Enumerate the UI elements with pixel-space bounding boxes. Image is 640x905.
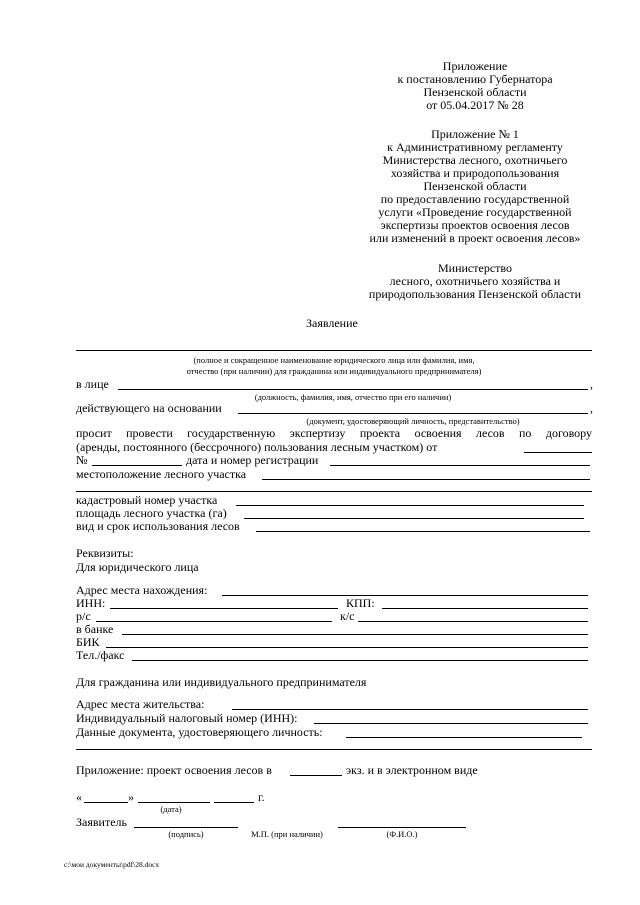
- applicant-name-caption-1: (полное и сокращенное наименование юридического лица или фамилия, имя,: [193, 355, 475, 365]
- location-label: местоположение лесного участка: [76, 467, 247, 481]
- date-day-field[interactable]: [84, 802, 128, 803]
- inn-field[interactable]: [110, 608, 338, 609]
- bik-field[interactable]: [106, 647, 588, 648]
- date-caption: (дата): [160, 804, 182, 814]
- addressee-line: лесного, охотничьего хозяйства и: [389, 274, 561, 288]
- legal-address-field[interactable]: [222, 595, 588, 596]
- attachment-suffix: экз. и в электронном виде: [346, 763, 478, 777]
- basis-label: действующего на основании: [76, 401, 222, 415]
- legal-address-label: Адрес места нахождения:: [76, 583, 208, 597]
- request-line-2: (аренды, постоянного (бессрочного) пользования лесным участком) от: [76, 440, 438, 454]
- person-caption: (должность, фамилия, имя, отчество при его наличии): [254, 392, 452, 402]
- appendix1-line: к Административному регламенту: [387, 140, 563, 154]
- usage-label: вид и срок использования лесов: [76, 519, 240, 533]
- appendix1-line: Министерства лесного, охотничьего: [382, 153, 568, 167]
- id-document-field[interactable]: [346, 737, 582, 738]
- year-suffix: г.: [258, 790, 265, 804]
- appendix1-line: хозяйства и природопользования: [390, 166, 560, 180]
- applicant-name-caption-2: отчество (при наличии) для гражданина или индивидуального предпринимателя): [186, 366, 482, 376]
- basis-caption: (документ, удостоверяющий личность, представительство): [306, 416, 520, 426]
- account-label: р/с: [76, 609, 91, 623]
- corr-account-label: к/с: [340, 609, 355, 623]
- applicant-signature-label: Заявитель: [76, 815, 127, 829]
- individual-heading: Для гражданина или индивидуального предпринимателя: [76, 675, 367, 689]
- document-title: Заявление: [306, 316, 358, 330]
- appendix1-line: Приложение № 1: [431, 127, 519, 141]
- residence-address-field[interactable]: [232, 709, 588, 710]
- area-field[interactable]: [244, 518, 584, 519]
- corr-account-field[interactable]: [358, 621, 588, 622]
- date-quote-open: «: [76, 790, 82, 804]
- usage-field[interactable]: [256, 531, 590, 532]
- appendix-line: Пензенской области: [423, 85, 527, 99]
- applicant-name-field[interactable]: [76, 350, 592, 351]
- location-field[interactable]: [262, 479, 590, 480]
- person-label: в лице: [76, 377, 109, 391]
- addressee-block: [330, 262, 620, 301]
- stamp-caption: М.П. (при наличии): [251, 829, 323, 839]
- individual-inn-field[interactable]: [314, 723, 588, 724]
- appendix-line: к постановлению Губернатора: [397, 72, 553, 86]
- appendix1-line: Пензенской области: [423, 179, 527, 193]
- id-document-field-continued[interactable]: [76, 749, 592, 750]
- fio-caption: (Ф.И.О.): [386, 829, 418, 839]
- cadastral-field[interactable]: [236, 505, 584, 506]
- contract-date-field[interactable]: [524, 452, 592, 453]
- individual-inn-label: Индивидуальный налоговый номер (ИНН):: [76, 711, 298, 725]
- basis-field[interactable]: [238, 413, 588, 414]
- kpp-field[interactable]: [382, 608, 588, 609]
- person-field[interactable]: [118, 389, 588, 390]
- appendix-line: от 05.04.2017 № 28: [426, 98, 524, 112]
- location-field-continued[interactable]: [76, 491, 592, 492]
- requisites-heading: Реквизиты:: [76, 546, 134, 560]
- id-document-label: Данные документа, удостоверяющего личность:: [76, 725, 323, 739]
- basis-comma: ,: [590, 401, 593, 415]
- appendix1-line: по предоставлению государственной: [380, 192, 570, 206]
- bank-field[interactable]: [122, 634, 588, 635]
- residence-address-label: Адрес места жительства:: [76, 697, 205, 711]
- area-label: площадь лесного участка (га): [76, 506, 227, 520]
- date-month-field[interactable]: [138, 802, 210, 803]
- number-label: №: [76, 453, 88, 467]
- attachment-prefix: Приложение: проект освоения лесов в: [76, 763, 272, 777]
- contract-number-field[interactable]: [92, 465, 182, 466]
- date-quote-close: »: [128, 790, 134, 804]
- appendix1-line: экспертизы проектов освоения лесов: [380, 218, 570, 232]
- registration-field[interactable]: [330, 465, 590, 466]
- appendix1-line: услуги «Проведение государственной: [378, 205, 572, 219]
- registration-label: дата и номер регистрации: [186, 453, 319, 467]
- cadastral-label: кадастровый номер участка: [76, 493, 218, 507]
- bik-label: БИК: [76, 635, 100, 649]
- request-line-1: просит провести государственную экспертизу проекта освоения лесов по договору: [76, 426, 592, 440]
- file-path: c:\мои документы\pdf\28.docx: [64, 860, 160, 869]
- addressee-line: природопользования Пензенской области: [368, 287, 582, 301]
- appendix-block: [330, 60, 620, 112]
- person-comma: ,: [590, 377, 593, 391]
- signature-field[interactable]: [134, 827, 238, 828]
- addressee-line: Министерство: [438, 261, 512, 275]
- bank-label: в банке: [76, 622, 114, 636]
- inn-label: ИНН:: [76, 596, 106, 610]
- appendix1-line: или изменений в проект освоения лесов»: [369, 231, 581, 245]
- kpp-label: КПП:: [346, 596, 375, 610]
- signature-caption: (подпись): [168, 829, 204, 839]
- copies-field[interactable]: [290, 775, 342, 776]
- appendix-line: Приложение: [442, 59, 508, 73]
- phone-label: Тел./факс: [76, 648, 125, 662]
- appendix1-block: [330, 128, 620, 245]
- legal-entity-heading: Для юридического лица: [76, 560, 199, 574]
- phone-field[interactable]: [132, 660, 588, 661]
- account-field[interactable]: [96, 621, 332, 622]
- date-year-field[interactable]: [214, 802, 254, 803]
- fio-field[interactable]: [338, 827, 466, 828]
